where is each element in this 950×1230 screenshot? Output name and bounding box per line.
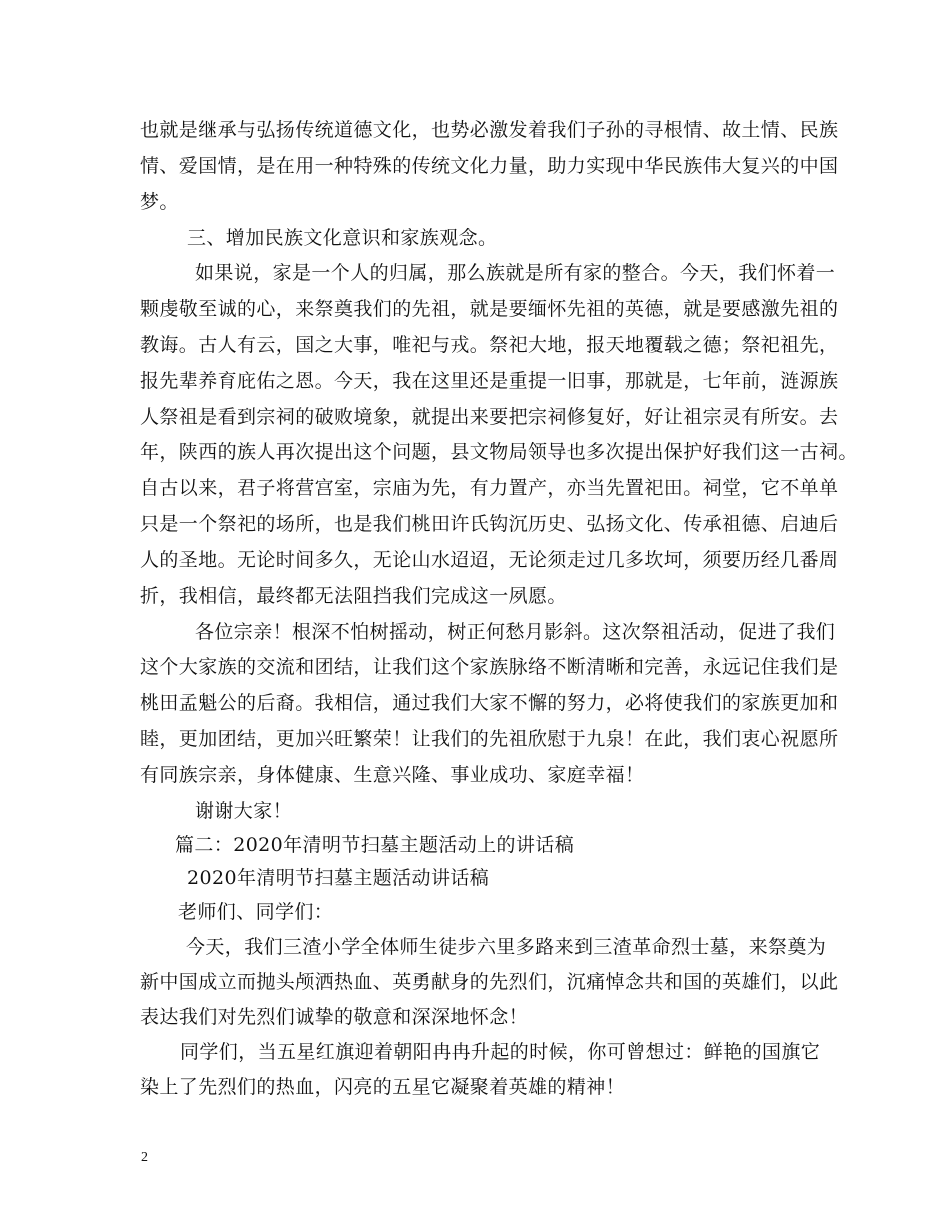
text-line: 自古以来，君子将营宫室，宗庙为先，有力置产，亦当先置祀田。祠堂，它不单单 (140, 477, 839, 499)
text-line: 新中国成立而抛头颅洒热血、英勇献身的先烈们，沉痛悼念共和国的英雄们，以此 (140, 971, 839, 993)
text-line: 只是一个祭祀的场所，也是我们桃田许氏钩沉历史、弘扬文化、传承祖德、启迪后 (140, 513, 839, 535)
salutation: 老师们、同学们： (178, 901, 334, 923)
text-line: 有同族宗亲，身体健康、生意兴隆、事业成功、家庭幸福！ (140, 764, 645, 786)
text-line: 如果说，家是一个人的归属，那么族就是所有家的整合。今天，我们怀着一 (195, 262, 836, 284)
closing-line: 谢谢大家！ (195, 800, 293, 822)
text-line: 今天，我们三渣小学全体师生徒步六里多路来到三渣革命烈士墓，来祭奠为 (186, 936, 827, 958)
text-line: 教诲。古人有云，国之大事，唯祀与戎。祭祀大地，报天地覆载之德；祭祀祖先， (140, 334, 839, 356)
text-line: 年，陕西的族人再次提出这个问题，县文物局领导也多次提出保护好我们这一古祠。 (140, 441, 858, 463)
text-line: 同学们，当五星红旗迎着朝阳冉冉升起的时候，你可曾想过：鲜艳的国旗它 (180, 1041, 821, 1063)
section-heading: 篇二：2020年清明节扫墓主题活动上的讲话稿 (175, 834, 575, 856)
text-line: 桃田孟魁公的后裔。我相信，通过我们大家不懈的努力，必将使我们的家族更加和 (140, 692, 839, 714)
text-line: 表达我们对先烈们诚挚的敬意和深深地怀念！ (140, 1006, 529, 1028)
text-line: 情、爱国情，是在用一种特殊的传统文化力量，助力实现中华民族伟大复兴的中国 (140, 155, 839, 177)
text-line: 颗虔敬至诚的心，来祭奠我们的先祖，就是要缅怀先祖的英德，就是要感激先祖的 (140, 298, 839, 320)
text-line: 折，我相信，最终都无法阻挡我们完成这一夙愿。 (140, 585, 567, 607)
text-line: 睦，更加团结，更加兴旺繁荣！让我们的先祖欣慰于九泉！在此，我们衷心祝愿所 (140, 728, 839, 750)
text-line: 梦。 (140, 191, 179, 213)
text-line: 各位宗亲！根深不怕树摇动，树正何愁月影斜。这次祭祖活动，促进了我们 (195, 621, 836, 643)
speech-title: 2020年清明节扫墓主题活动讲话稿 (187, 867, 490, 889)
text-line: 染上了先烈们的热血，闪亮的五星它凝聚着英雄的精神！ (140, 1076, 626, 1098)
text-line: 人祭祖是看到宗祠的破败境象，就提出来要把宗祠修复好，好让祖宗灵有所安。去 (140, 406, 839, 428)
text-line: 这个大家族的交流和团结，让我们这个家族脉络不断清晰和完善，永远记住我们是 (140, 656, 839, 678)
text-line: 报先辈养育庇佑之恩。今天，我在这里还是重提一旧事，那就是，七年前，涟源族 (140, 370, 839, 392)
section-heading: 三、增加民族文化意识和家族观念。 (187, 227, 498, 249)
text-line: 也就是继承与弘扬传统道德文化，也势必激发着我们子孙的寻根情、故土情、民族 (140, 119, 839, 141)
page-number: 2 (141, 1150, 148, 1165)
text-line: 人的圣地。无论时间多久，无论山水迢迢，无论须走过几多坎坷，须要历经几番周 (140, 549, 839, 571)
